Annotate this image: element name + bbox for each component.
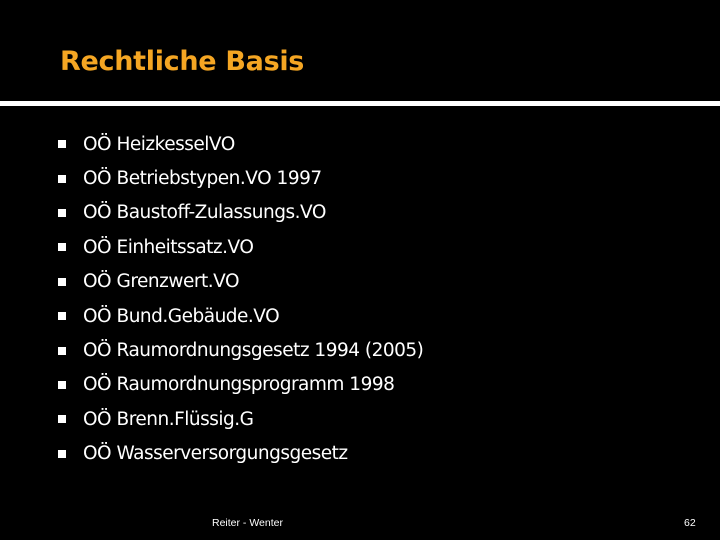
square-bullet-icon [58,278,66,286]
square-bullet-icon [58,347,66,355]
square-bullet-icon [58,415,66,423]
page-number: 62 [684,517,696,529]
bullet-list [58,127,423,471]
square-bullet-icon [58,381,66,389]
square-bullet-icon [58,209,66,217]
list-item [58,333,423,367]
bullet-text: OÖ Grenzwert.VO [83,271,240,293]
square-bullet-icon [58,175,66,183]
bullet-text: OÖ Wasserversorgungsgesetz [83,443,348,465]
bullet-text: OÖ Betriebstypen.VO 1997 [83,168,322,190]
list-item [58,437,423,471]
slide-title: Rechtliche Basis [60,46,305,77]
list-item [58,127,423,161]
list-item [58,230,423,264]
square-bullet-icon [58,140,66,148]
bullet-text: OÖ Raumordnungsprogramm 1998 [83,374,395,396]
list-item [58,161,423,195]
list-item [58,368,423,402]
bullet-text: OÖ Baustoff-Zulassungs.VO [83,202,326,224]
bullet-text: OÖ Brenn.Flüssig.G [83,408,254,430]
list-item [58,402,423,436]
list-item [58,299,423,333]
square-bullet-icon [58,243,66,251]
title-band [0,0,720,106]
footer-author: Reiter - Wenter [212,517,283,529]
list-item [58,196,423,230]
list-item [58,265,423,299]
square-bullet-icon [58,312,66,320]
bullet-text: OÖ Einheitssatz.VO [83,236,254,258]
square-bullet-icon [58,450,66,458]
bullet-text: OÖ Bund.Gebäude.VO [83,305,280,327]
bullet-text: OÖ HeizkesselVO [83,133,235,155]
bullet-text: OÖ Raumordnungsgesetz 1994 (2005) [83,340,424,362]
